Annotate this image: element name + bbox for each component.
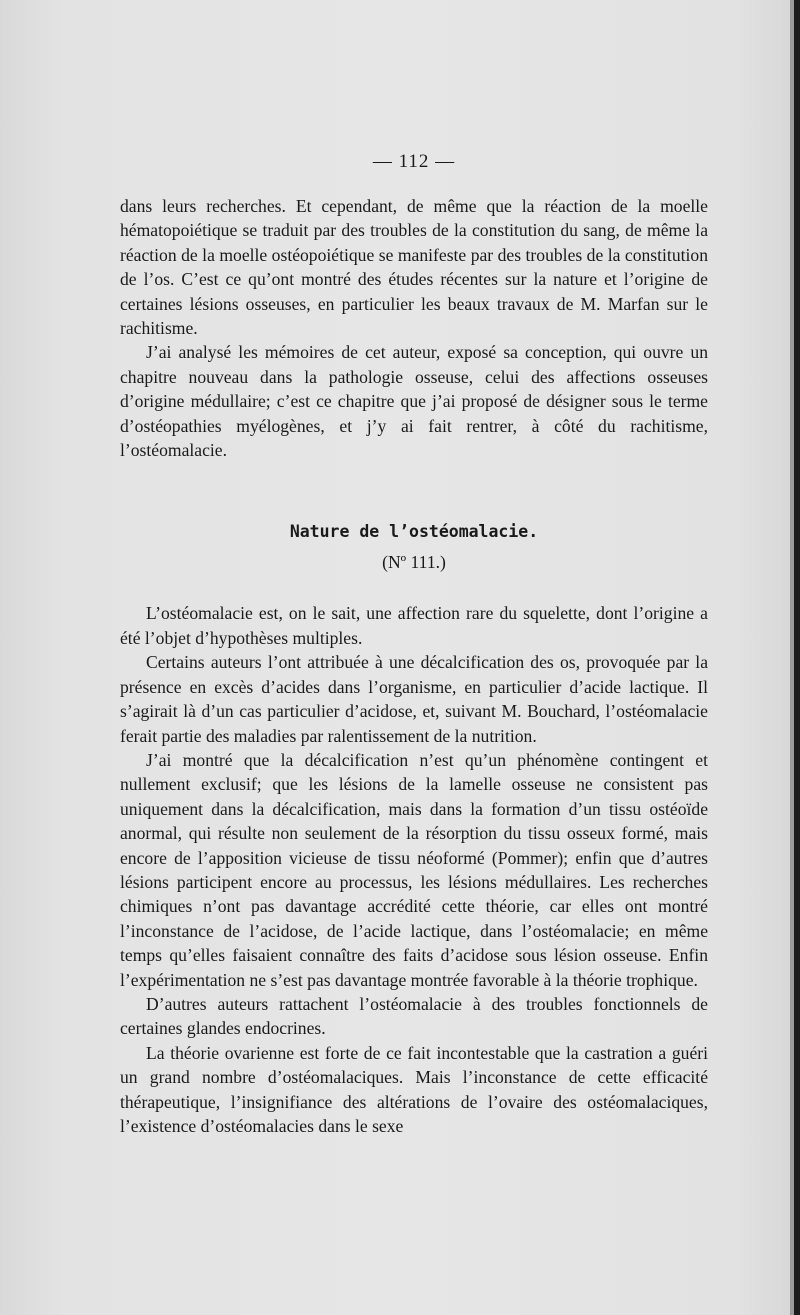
- paragraph: D’autres auteurs rattachent l’ostéomalacie à des troubles fonctionnels de certaines glandes endocrines.: [120, 993, 708, 1039]
- section-title: Nature de l’ostéomalacie.: [289, 522, 539, 542]
- paragraph: dans leurs recherches. Et cependant, de même que la réaction de la moelle hématopoiétique se traduit par des troubles de la constitution du sang, de même la réaction de la moelle ostéopoiétique se manifeste par des troubles de la constitution de l’os. C’est ce qu’ont montré des études récentes sur la nature et l’origine de certaines lésions osseuses, en particulier les beaux travaux de M. Marfan sur le rachitisme.: [120, 196, 708, 339]
- paragraph: La théorie ovarienne est forte de ce fait incontestable que la castration a guéri un grand nombre d’ostéomalaciques. Mais l’inconstance de cette efficacité thérapeutique, l’insignifiance des altérations de l’ovaire des ostéomalaciques, l’existence d’ostéomalacies dans le sexe: [120, 1042, 708, 1136]
- page-text: [120, 150, 708, 1138]
- section-reference: (Nº 111.): [382, 552, 446, 573]
- paragraph: J’ai analysé les mémoires de cet auteur, exposé sa conception, qui ouvre un chapitre nouveau dans la pathologie osseuse, celui des affections osseuses d’origine médullaire; c’est ce chapitre que j’ai proposé de désigner sous le terme d’ostéopathies myélogènes, et j’y ai fait rentrer, à côté du rachitisme, l’ostéomalacie.: [120, 342, 708, 461]
- page-edge: [794, 0, 800, 1315]
- paragraph: Certains auteurs l’ont attribuée à une décalcification des os, provoquée par la présence en excès d’acides dans l’organisme, en particulier d’acide lactique. Il s’agirait là d’un cas particulier d’acidose, et, suivant M. Bouchard, l’ostéomalacie ferait partie des maladies par ralentissement de la nutrition.: [120, 652, 708, 746]
- paragraph: L’ostéomalacie est, on le sait, une affection rare du squelette, dont l’origine a été l’objet d’hypothèses multiples.: [120, 603, 708, 648]
- page-number: — 112 —: [372, 151, 456, 172]
- paragraph: J’ai montré que la décalcification n’est qu’un phénomène contingent et nullement exclusif; que les lésions de la lamelle osseuse ne consistent pas uniquement dans la décalcification, mais dans la formation d’un tissu ostéoïde anormal, qui résulte non seulement de la résorption du tissu osseux formé, mais encore de l’apposition vicieuse de tissu néoformé (Pommer); enfin que d’autres lésions participent encore au processus, les lésions médullaires. Les recherches chimiques n’ont pas davantage accrédité cette théorie, car elles ont montré l’inconstance de l’acidose, de l’acide lactique, dans l’ostéomalacie; en même temps qu’elles faisaient connaître des faits d’acidose sous lésion osseuse. Enfin l’expérimentation ne s’est pas davantage montrée favorable à la théorie trophique.: [120, 749, 708, 990]
